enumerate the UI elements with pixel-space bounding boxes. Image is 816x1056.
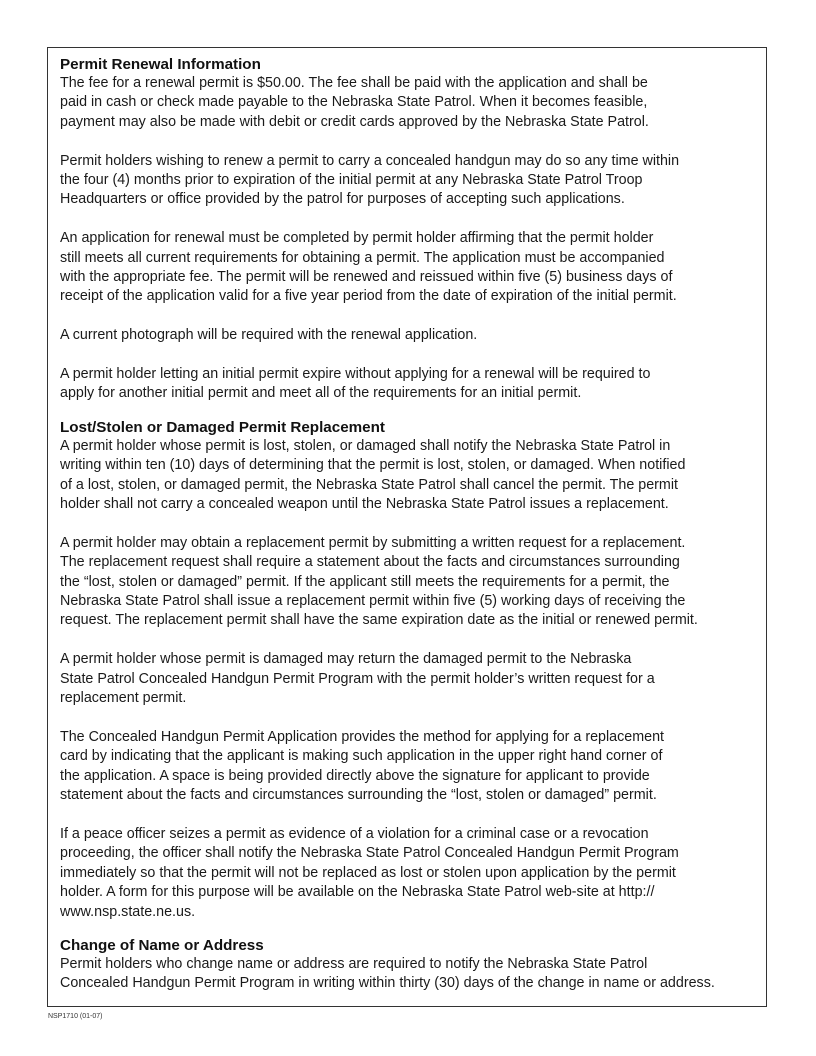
text-line: The fee for a renewal permit is $50.00. The fee shall be paid with the application and shall be — [60, 75, 648, 91]
text-line: apply for another initial permit and meet all of the requirements for an initial permit. — [60, 385, 582, 402]
text-line: Permit holders wishing to renew a permit to carry a concealed handgun may do so any time within — [60, 152, 680, 169]
text-line: holder shall not carry a concealed weapon until the Nebraska State Patrol issues a replacement. — [60, 496, 669, 513]
text-line: request. The replacement permit shall have the same expiration date as the initial or renewed permit. — [60, 612, 698, 629]
text-line: still meets all current requirements for obtaining a permit. The application must be accompanied — [60, 249, 665, 266]
text-line: An application for renewal must be completed by permit holder affirming that the permit holder — [60, 230, 654, 247]
text-line: The Concealed Handgun Permit Application provides the method for applying for a replacement — [60, 728, 665, 745]
text-line: the “lost, stolen or damaged” permit. If the applicant still meets the requirements for a permit, the — [60, 573, 670, 590]
text-line: www.nsp.state.ne.us. — [60, 903, 196, 920]
text-line: If a peace officer seizes a permit as evidence of a violation for a criminal case or a revocation — [60, 825, 649, 842]
text-line: Permit holders who change name or address are required to notify the Nebraska State Patrol — [60, 955, 648, 972]
paragraph-lost-notify — [60, 437, 760, 515]
paragraph-renewal-application — [60, 229, 760, 307]
paragraph-lost-application-method — [60, 728, 760, 806]
text-line: receipt of the application valid for a five year period from the date of expiration of the initial permit. — [60, 288, 677, 305]
text-line: card by indicating that the applicant is making such application in the upper right hand corner of — [60, 748, 663, 765]
text-line: the four (4) months prior to expiration of the initial permit at any Nebraska State Patrol Troop — [60, 172, 643, 189]
paragraph-lost-damaged-return — [60, 650, 760, 708]
paragraph-renewal-expire — [60, 365, 760, 404]
paragraph-change-notify — [60, 955, 760, 994]
section-heading-lost-stolen: Lost/Stolen or Damaged Permit Replacement — [60, 418, 385, 436]
text-line: A permit holder may obtain a replacement permit by submitting a written request for a replacement. — [60, 534, 686, 551]
section-heading-change-name-address: Change of Name or Address — [60, 936, 264, 954]
text-line: payment may also be made with debit or credit cards approved by the Nebraska State Patrol. — [60, 113, 649, 130]
text-line: immediately so that the permit will not be replaced as lost or stolen upon application by the permit — [60, 864, 676, 881]
text-line: replacement permit. — [60, 690, 187, 707]
text-line: paid in cash or check made payable to the Nebraska State Patrol. When it becomes feasible, — [60, 94, 648, 111]
text-line: writing within ten (10) days of determining that the permit is lost, stolen, or damaged. When notified — [60, 457, 686, 474]
paragraph-renewal-fee — [60, 74, 760, 132]
paragraph-lost-peace-officer — [60, 825, 760, 922]
paragraph-renewal-photo — [60, 326, 760, 345]
text-line: of a lost, stolen, or damaged permit, the Nebraska State Patrol shall cancel the permit. The permit — [60, 476, 678, 493]
text-line: A permit holder whose permit is lost, stolen, or damaged shall notify the Nebraska State Patrol in — [60, 437, 671, 454]
text-line: Nebraska State Patrol shall issue a replacement permit within five (5) working days of receiving the — [60, 593, 686, 610]
text-line: A permit holder whose permit is damaged may return the damaged permit to the Nebraska — [60, 651, 632, 668]
text-line: State Patrol Concealed Handgun Permit Program with the permit holder’s written request for a — [60, 670, 655, 687]
document-body — [60, 55, 760, 994]
text-line: A current photograph will be required with the renewal application. — [60, 327, 478, 344]
section-heading-renewal: Permit Renewal Information — [60, 56, 261, 73]
text-line: statement about the facts and circumstances surrounding the “lost, stolen or damaged” permit. — [60, 787, 657, 804]
text-line: the application. A space is being provided directly above the signature for applicant to provide — [60, 767, 650, 784]
text-line: Concealed Handgun Permit Program in writing within thirty (30) days of the change in name or address. — [60, 975, 715, 992]
text-line: with the appropriate fee. The permit will be renewed and reissued within five (5) business days of — [60, 269, 673, 286]
text-line: Headquarters or office provided by the patrol for purposes of accepting such applications. — [60, 191, 625, 208]
form-number: NSP1710 (01-07) — [48, 1013, 103, 1020]
text-line: A permit holder letting an initial permit expire without applying for a renewal will be required to — [60, 366, 651, 383]
paragraph-lost-replacement-request — [60, 534, 760, 631]
text-line: holder. A form for this purpose will be available on the Nebraska State Patrol web-site at http:// — [60, 884, 655, 901]
text-line: The replacement request shall require a statement about the facts and circumstances surrounding — [60, 554, 680, 571]
paragraph-renewal-timing — [60, 152, 760, 210]
text-line: proceeding, the officer shall notify the Nebraska State Patrol Concealed Handgun Permit Program — [60, 845, 679, 862]
